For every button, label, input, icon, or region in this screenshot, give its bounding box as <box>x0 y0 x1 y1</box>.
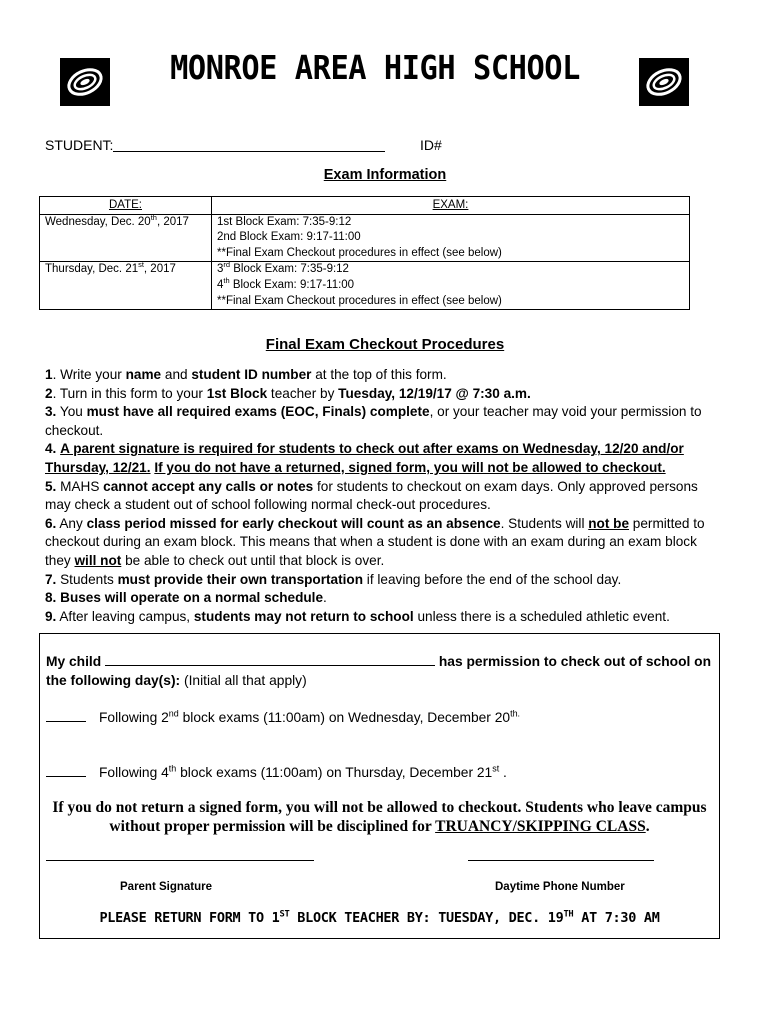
school-logo-right <box>639 58 689 106</box>
exam-schedule-table <box>39 196 690 310</box>
exam-times-cell <box>212 262 690 310</box>
student-field[interactable] <box>45 137 385 153</box>
date-column-header: DATE: <box>40 197 212 215</box>
procedure-item: 8. Buses will operate on a normal schedule. <box>45 590 327 606</box>
procedure-item: 1. Write your name and student ID number at the top of this form. <box>45 367 447 382</box>
id-label: ID# <box>420 137 442 153</box>
initial-blank-wednesday[interactable] <box>46 708 86 722</box>
school-logo-left <box>60 58 110 106</box>
exam-line: 3rd Block Exam: 7:35-9:12 <box>217 260 349 276</box>
child-name-blank[interactable] <box>105 652 435 666</box>
exam-line: 1st Block Exam: 7:35-9:12 <box>217 215 352 228</box>
option-label: Following 4th block exams (11:00am) on Thursday, December 21st . <box>99 763 507 780</box>
exam-info-title: Exam Information <box>323 167 447 183</box>
option-label: Following 2nd block exams (11:00am) on Wednesday, December $20^{th.}$ <box>99 708 521 725</box>
exam-line: 2nd Block Exam: 9:17-11:00 <box>217 231 361 244</box>
exam-note: **Final Exam Checkout procedures in effect (see below) <box>217 294 502 307</box>
initial-blank-thursday[interactable] <box>46 763 86 777</box>
checkout-option-thursday <box>46 763 507 780</box>
swirl-logo-icon <box>644 63 684 101</box>
exam-note: **Final Exam Checkout procedures in effect (see below) <box>217 246 502 259</box>
student-label: STUDENT: <box>45 137 114 153</box>
exam-line: 4th Block Exam: 9:17-11:00 <box>217 276 355 291</box>
table-header-row <box>40 197 690 215</box>
table-row <box>40 214 690 262</box>
permission-form-box <box>39 633 720 939</box>
student-name-blank[interactable] <box>113 137 385 152</box>
procedure-item: 7. Students must provide their own transportation if leaving before the end of the school day. <box>45 571 622 587</box>
procedures-list <box>45 366 725 626</box>
phone-number-label: Daytime Phone Number <box>495 881 625 893</box>
swirl-logo-icon <box>65 63 105 101</box>
checkout-option-wednesday <box>46 708 520 725</box>
procedure-item: 6. Any class period missed for early checkout will count as an absence. Students will not be permitted to checkout during an exam block. This means that when a student is done with an exam during an exam block they will not be able to check out until that block is over. <box>45 515 705 568</box>
id-field[interactable] <box>420 137 634 153</box>
exam-times-cell <box>212 214 690 262</box>
parent-signature-line[interactable] <box>46 860 314 861</box>
procedure-item: 4. A parent signature is required for students to check out after exams on Wednesday, 12/20 and/or Thursday, 12/21. If you do not have a returned, signed form, you will not be allowed to checkout. <box>45 441 684 475</box>
school-title: MONROE AREA HIGH SCHOOL <box>170 48 580 87</box>
return-instructions: PLEASE RETURN FORM TO 1ST BLOCK TEACHER BY: TUESDAY, DEC. 19TH AT 7:30 AM <box>99 909 660 926</box>
checkout-procedures-title: Final Exam Checkout Procedures <box>265 336 505 353</box>
procedure-item: 3. You must have all required exams (EOC, Finals) complete, or your teacher may void your permission to checkout. <box>45 404 702 438</box>
procedure-item: 5. MAHS cannot accept any calls or notes for students to checkout on exam days. Only approved persons may check a student out of school following normal check-out procedures. <box>45 478 698 513</box>
procedure-item: 9. After leaving campus, students may not return to school unless there is a scheduled athletic event. <box>45 608 670 624</box>
parent-signature-label: Parent Signature <box>120 881 213 893</box>
exam-date-cell: Thursday, Dec. 21st, 2017 <box>40 262 212 310</box>
table-row <box>40 262 690 310</box>
permission-statement: My child has permission to check out of school on the following day(s): (Initial all that apply) <box>46 654 712 688</box>
phone-number-line[interactable] <box>468 860 654 861</box>
procedure-item: 2. Turn in this form to your 1st Block teacher by Tuesday, 12/19/17 @ 7:30 a.m. <box>45 385 531 401</box>
exam-column-header: EXAM: <box>212 197 690 215</box>
truancy-warning: If you do not return a signed form, you will not be allowed to checkout. Students who leave campus without proper permission will be disciplined for TRUANCY/SKIPPING CLASS. <box>52 799 707 835</box>
student-id-blank[interactable] <box>442 137 634 153</box>
exam-date-cell: Wednesday, Dec. 20th, 2017 <box>40 214 212 262</box>
